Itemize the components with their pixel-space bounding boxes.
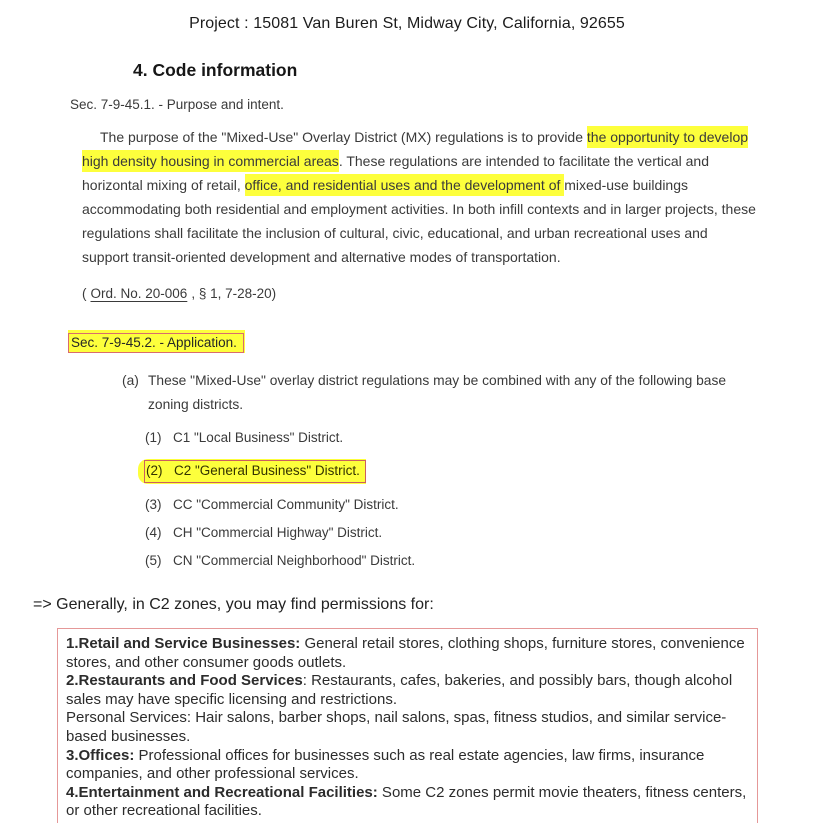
purpose-text-2: . These regulations are intended to facilitate the vertical and horizontal mixing of retail, (82, 153, 710, 193)
district-number: (3) (145, 497, 162, 512)
ordinance-note (82, 286, 814, 301)
highlight-office-residential: office, and residential uses and the development of (245, 174, 565, 196)
permission-bold: 2.Restaurants and Food Services (66, 672, 303, 690)
district-number: (5) (145, 553, 162, 568)
district-text: CC "Commercial Community" District. (173, 497, 399, 512)
application-annotation-box (68, 330, 814, 353)
ordinance-suffix: , § 1, 7-28-20) (191, 286, 277, 301)
project-title: Project : 15081 Van Buren St, Midway City, California, 92655 (189, 15, 625, 32)
permission-item-personal-services (66, 709, 749, 746)
highlight-develop-housing: the opportunity to develop high density housing in commercial areas (82, 126, 748, 172)
district-item-cn (145, 553, 814, 569)
application-highlight (68, 330, 245, 353)
district-item-c2-highlighted (138, 459, 814, 484)
summary-lead: => Generally, in C2 zones, you may find permissions for: (33, 596, 434, 613)
district-item-ch (145, 525, 814, 541)
c2-highlight-mark (138, 459, 366, 484)
section-heading: 4. Code information (133, 60, 298, 80)
district-number: (1) (145, 430, 162, 445)
permissions-box (57, 628, 758, 823)
permission-bold: 4.Entertainment and Recreational Facilities: (66, 783, 378, 801)
permission-item-offices (66, 747, 749, 784)
ordinance-link[interactable]: Ord. No. 20-006 (90, 286, 188, 301)
permission-item-restaurants (66, 672, 749, 709)
district-text: C1 "Local Business" District. (173, 430, 344, 445)
item-a-number: (a) (122, 373, 139, 388)
district-list (145, 430, 814, 569)
c2-annotation-box (144, 460, 366, 483)
sec-purpose-label: Sec. 7-9-45.1. - Purpose and intent. (70, 97, 284, 112)
district-item-c1 (145, 430, 814, 446)
district-number: (4) (145, 525, 162, 540)
purpose-paragraph (82, 125, 758, 269)
item-a-text: These "Mixed-Use" overlay district regulations may be combined with any of the following base zoning districts. (148, 373, 727, 412)
ordinance-prefix: ( (82, 286, 87, 301)
permission-text: Some C2 zones permit movie theaters, fitness centers, or other recreational facilities. (66, 783, 747, 820)
permission-text: Personal Services: Hair salons, barber shops, nail salons, spas, fitness studios, and similar service-based businesses. (66, 709, 727, 745)
district-text: CN "Commercial Neighborhood" District. (173, 553, 416, 568)
district-text: CH "Commercial Highway" District. (173, 525, 383, 540)
permission-text: : Restaurants, cafes, bakeries, and possibly bars, though alcohol sales may have specific licensing and restrictions. (66, 672, 733, 708)
district-item-cc (145, 497, 814, 513)
permission-text: General retail stores, clothing shops, furniture stores, convenience stores, and other consumer goods outlets. (66, 635, 745, 671)
permission-item-entertainment (66, 784, 749, 821)
district-text: C2 "General Business" District. (174, 463, 360, 478)
purpose-text-3: mixed-use buildings accommodating both residential and employment activities. In both infill contexts and in larger projects, these regulations shall facilitate the inclusion of cultural, civic, educational, and urban recreational uses and support transit-oriented development and alternative modes of transportation. (82, 177, 756, 265)
permission-bold: 3.Offices: (66, 746, 135, 764)
permission-bold: 1.Retail and Service Businesses: (66, 635, 301, 652)
permission-text: Professional offices for businesses such as real estate agencies, law firms, insurance companies, and other professional services. (66, 746, 705, 783)
purpose-text-1: The purpose of the "Mixed-Use" Overlay District (MX) regulations is to provide (100, 129, 587, 145)
permission-item-retail (66, 635, 749, 672)
sec-application-label: Sec. 7-9-45.2. - Application. (68, 333, 244, 353)
district-number: (2) (146, 463, 163, 478)
application-item-a (122, 369, 814, 417)
